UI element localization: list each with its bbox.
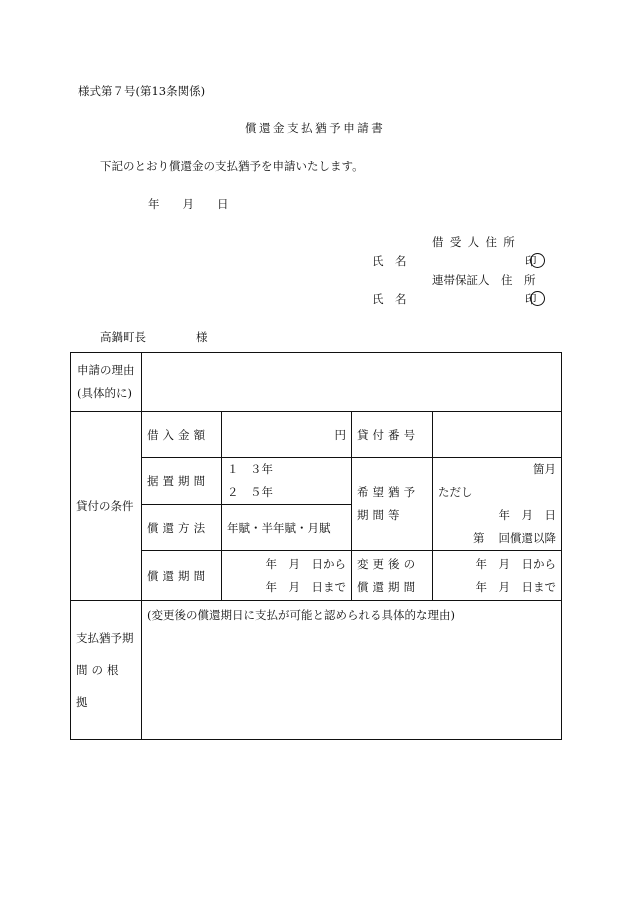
requested-grace-label-2: 期間等 xyxy=(357,508,404,522)
loan-amount-field[interactable] xyxy=(222,412,352,458)
repay-method-label: 償還方法 xyxy=(142,505,222,551)
repayment-from-label: 回償還以降 xyxy=(498,531,556,545)
loan-amount-label: 借入金額 xyxy=(142,412,222,458)
changed-period-field[interactable] xyxy=(433,551,562,601)
date-line: 年 月 日 xyxy=(148,197,229,211)
deferment-options[interactable] xyxy=(222,458,352,505)
form-number: 様式第７号(第13条関係) xyxy=(78,84,206,98)
seal-icon: 印 xyxy=(525,254,537,268)
changed-period-to: 年 月 日まで xyxy=(475,579,556,594)
repay-period-from: 年 月 日から xyxy=(265,556,346,571)
seal-icon: 印 xyxy=(525,292,537,306)
repay-period-label: 償還期間 xyxy=(142,551,222,601)
grace-from-repayment xyxy=(438,527,556,550)
basis-label-1: 支払猶予期 xyxy=(76,631,134,645)
months-suffix: 箇月 xyxy=(533,462,556,476)
basis-label-2: 間の根拠 xyxy=(76,663,123,709)
basis-note: (変更後の償還期日に支払が可能と認められる具体的な理由) xyxy=(147,608,455,622)
intro-text: 下記のとおり償還金の支払猶予を申請いたします。 xyxy=(100,159,364,173)
changed-period-from: 年 月 日から xyxy=(475,556,556,571)
seal-mark-1 xyxy=(525,256,537,268)
repay-period-to: 年 月 日まで xyxy=(265,579,346,594)
basis-label-cell xyxy=(71,601,142,740)
requested-grace-label-cell xyxy=(352,458,433,551)
page-title: 償還金支払猶予申請書 xyxy=(245,121,386,135)
addressee-name: 高鍋町長 xyxy=(100,330,146,344)
seal-mark-2 xyxy=(525,294,537,306)
addressee-honorific: 様 xyxy=(196,330,208,344)
changed-period-label-1: 変更後の xyxy=(357,556,420,571)
loan-number-field[interactable] xyxy=(433,412,562,458)
deferment-label: 据置期間 xyxy=(142,458,222,505)
deferment-option-3yr[interactable]: １ ３年 xyxy=(227,462,273,476)
reason-label-1: 申請の理由 xyxy=(77,363,135,377)
name-label-1: 氏 名 xyxy=(372,254,407,268)
reason-label-2: (具体的に) xyxy=(77,386,132,400)
grace-date: 年 月 日 xyxy=(498,508,556,522)
basis-field[interactable] xyxy=(142,601,562,740)
reason-field[interactable] xyxy=(142,353,562,412)
loan-number-label: 貸付番号 xyxy=(352,412,433,458)
borrower-address-label: 借受人住所 xyxy=(432,235,522,249)
changed-period-label-cell xyxy=(352,551,433,601)
yen-unit: 円 xyxy=(334,427,346,442)
reason-label-cell xyxy=(71,353,142,412)
proviso-label: ただし xyxy=(438,485,473,499)
repay-method-options[interactable]: 年賦・半年賦・月賦 xyxy=(222,505,352,551)
guarantor-address-label: 連帯保証人 住 所 xyxy=(432,273,536,287)
requested-grace-label-1: 希望猶予 xyxy=(357,485,420,499)
conditions-label: 貸付の条件 xyxy=(71,412,142,601)
name-label-2: 氏 名 xyxy=(372,292,407,306)
changed-period-label-2: 償還期間 xyxy=(357,579,420,594)
nth-prefix: 第 xyxy=(473,531,485,545)
application-table xyxy=(70,352,562,740)
deferment-option-5yr[interactable]: ２ ５年 xyxy=(227,485,273,499)
repay-period-field[interactable] xyxy=(222,551,352,601)
requested-grace-field[interactable] xyxy=(433,458,562,551)
